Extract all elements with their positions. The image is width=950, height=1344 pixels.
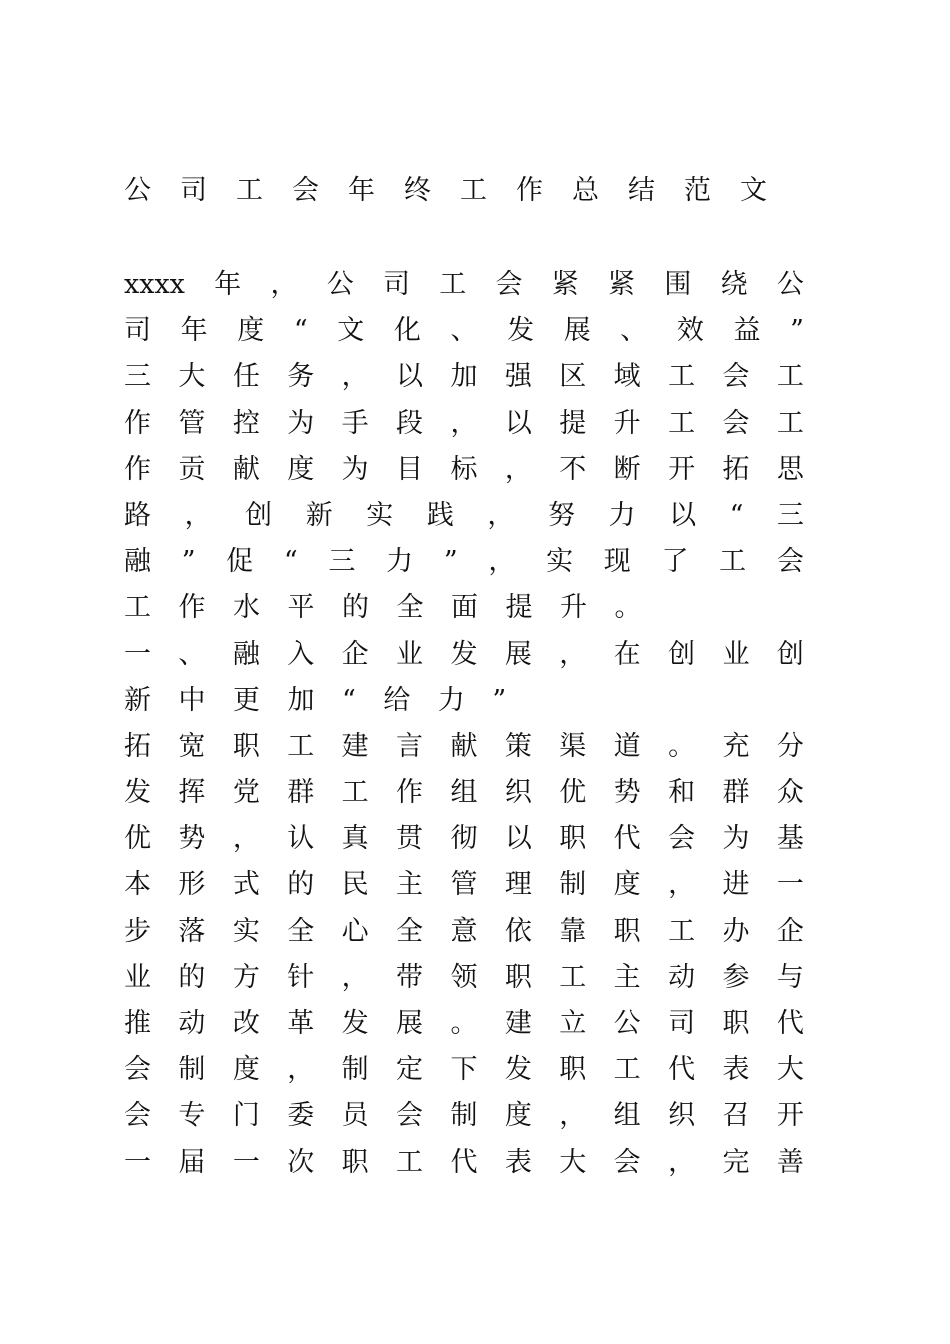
body-char: 度 <box>504 1100 532 1132</box>
body-char: ， <box>668 1146 696 1178</box>
body-char: 会 <box>668 823 696 855</box>
body-char: 展 <box>504 638 532 670</box>
body-char: 路 <box>124 499 151 531</box>
body-char: 发 <box>341 1008 369 1039</box>
body-char: 以 <box>504 407 532 439</box>
body-line <box>124 308 804 354</box>
body-char: 业 <box>124 961 151 993</box>
body-char: 全 <box>396 915 424 947</box>
body-char: ， <box>270 269 298 300</box>
body-char: 表 <box>504 1146 532 1178</box>
body-char: 标 <box>450 453 478 485</box>
body-char: 开 <box>776 1100 804 1132</box>
body-char: 方 <box>232 961 260 993</box>
body-char: 发 <box>450 638 478 670</box>
body-char: 管 <box>178 407 206 439</box>
body-char: 制 <box>178 1054 206 1086</box>
body-char: 平 <box>287 592 315 624</box>
body-char: 群 <box>722 777 750 809</box>
body-char: 真 <box>341 823 369 855</box>
body-line <box>124 955 804 1001</box>
body-char: 业 <box>722 638 750 670</box>
body-char: 贡 <box>178 453 206 485</box>
body-char: 域 <box>613 361 641 393</box>
body-char: 落 <box>178 915 206 947</box>
body-char: 管 <box>450 869 478 901</box>
body-char: 进 <box>722 869 750 901</box>
body-char: 。 <box>450 1008 478 1039</box>
body-char: 司 <box>124 315 151 347</box>
body-char: 会 <box>722 407 750 439</box>
body-char: ， <box>232 823 260 855</box>
body-char: “ <box>293 315 308 347</box>
body-char: 工 <box>124 592 151 624</box>
body-char: 段 <box>396 407 424 439</box>
body-char: 言 <box>396 730 424 762</box>
body-char: 代 <box>668 1054 696 1086</box>
body-char: 拓 <box>722 453 750 485</box>
body-line <box>124 1001 804 1047</box>
body-char: 式 <box>232 869 260 901</box>
body-char: ” <box>492 684 507 716</box>
body-char: 认 <box>287 823 315 855</box>
document-title: 公司工会年终工作总结范文 <box>124 175 796 206</box>
body-char: 工 <box>396 1146 424 1178</box>
body-char: 基 <box>776 823 804 855</box>
body-char: 办 <box>722 915 750 947</box>
body-char: 实 <box>232 915 260 947</box>
body-char: 心 <box>341 915 369 947</box>
body-char: 职 <box>613 915 641 947</box>
body-char: 提 <box>505 592 533 624</box>
body-char: 现 <box>603 546 631 578</box>
body-char: 群 <box>287 777 315 809</box>
body-char: 会 <box>776 546 804 578</box>
body-char: 主 <box>396 869 424 901</box>
body-char: 工 <box>668 361 696 393</box>
body-char: 实 <box>366 499 394 531</box>
body-char: 目 <box>396 453 424 485</box>
body-char: 作 <box>178 592 206 624</box>
body-char: 门 <box>232 1100 260 1132</box>
body-char: 工 <box>776 407 804 439</box>
body-char: 中 <box>178 684 206 716</box>
body-line <box>124 262 804 308</box>
body-line <box>124 1140 804 1186</box>
body-char: ， <box>668 869 696 901</box>
body-line <box>124 354 804 400</box>
body-char: 拓 <box>124 730 151 762</box>
body-char: 为 <box>287 407 315 439</box>
body-char: 充 <box>722 730 750 762</box>
body-line <box>124 585 804 631</box>
body-char: 众 <box>776 777 804 809</box>
body-char: 发 <box>507 315 535 347</box>
body-char: 次 <box>287 1146 315 1178</box>
body-char: ， <box>341 961 369 993</box>
body-char: 带 <box>396 961 424 993</box>
body-char: 代 <box>776 1008 804 1039</box>
body-char: 控 <box>232 407 260 439</box>
body-char: ， <box>504 453 532 485</box>
body-char: 公 <box>613 1008 641 1039</box>
body-char: 年 <box>214 269 242 300</box>
body-char: “ <box>342 684 356 716</box>
body-char: 更 <box>233 684 260 716</box>
body-char: 意 <box>450 915 478 947</box>
body-char: 创 <box>776 638 804 670</box>
body-char: 不 <box>559 453 587 485</box>
body-char: 动 <box>178 1008 206 1039</box>
body-char: 展 <box>563 315 591 347</box>
body-char: 区 <box>559 361 587 393</box>
body-char: 开 <box>668 453 696 485</box>
body-char: 公 <box>776 269 804 300</box>
body-char: 以 <box>504 823 532 855</box>
body-char: 宽 <box>178 730 206 762</box>
body-char: 在 <box>613 638 641 670</box>
body-char: ” <box>790 315 804 347</box>
body-char: 会 <box>722 361 750 393</box>
body-char: 职 <box>504 961 532 993</box>
body-char: 企 <box>776 915 804 947</box>
body-char: 职 <box>559 823 587 855</box>
body-char: 党 <box>232 777 260 809</box>
body-char: 。 <box>614 592 642 624</box>
body-char: 届 <box>178 1146 206 1178</box>
body-char: 会 <box>396 1100 424 1132</box>
body-char: 、 <box>620 315 648 347</box>
body-char: 加 <box>287 684 315 716</box>
body-char: 一 <box>124 638 151 670</box>
body-char: 、 <box>178 638 206 670</box>
body-char: “ <box>283 546 298 578</box>
body-char: 会 <box>124 1054 151 1086</box>
body-char: 紧 <box>608 269 636 300</box>
body-char: 面 <box>451 592 478 624</box>
body-char: 水 <box>233 592 260 624</box>
body-char: 献 <box>450 730 478 762</box>
body-char: 业 <box>396 638 424 670</box>
body-char: 给 <box>383 684 411 716</box>
body-char: 制 <box>450 1100 478 1132</box>
body-char: ， <box>559 638 587 670</box>
body-char: 度 <box>232 1054 260 1086</box>
body-char: 员 <box>341 1100 369 1132</box>
body-char: 手 <box>341 407 369 439</box>
body-char: 织 <box>668 1100 696 1132</box>
body-char: 度 <box>613 869 641 901</box>
body-char: ， <box>487 499 515 531</box>
body-char: 一 <box>776 869 804 901</box>
body-char: 三 <box>124 361 151 393</box>
body-char: 一 <box>232 1146 260 1178</box>
body-char: 以 <box>396 361 424 393</box>
body-char: 挥 <box>178 777 206 809</box>
body-char: ， <box>450 407 478 439</box>
body-char: 司 <box>668 1008 696 1039</box>
body-char: 发 <box>124 777 151 809</box>
body-char: 践 <box>426 499 454 531</box>
body-char: 制 <box>341 1054 369 1086</box>
body-char: 的 <box>287 869 315 901</box>
body-char: 。 <box>668 730 696 762</box>
body-char: 工 <box>668 407 696 439</box>
body-char: 动 <box>668 961 696 993</box>
body-char: 创 <box>668 638 696 670</box>
body-char: 作 <box>124 453 151 485</box>
body-char: 革 <box>287 1008 315 1039</box>
body-char: 升 <box>613 407 641 439</box>
body-char: 入 <box>287 638 315 670</box>
body-line <box>124 816 804 862</box>
body-char: 建 <box>341 730 369 762</box>
body-char: 展 <box>396 1008 424 1039</box>
body-line <box>124 909 804 955</box>
body-char: 贯 <box>396 823 424 855</box>
body-char: 紧 <box>551 269 579 300</box>
body-char: 渠 <box>559 730 587 762</box>
body-line <box>124 539 804 585</box>
body-char: 制 <box>559 869 587 901</box>
body-char: 工 <box>668 915 696 947</box>
body-char: 组 <box>450 777 478 809</box>
body-char: 步 <box>124 915 151 947</box>
body-char: 立 <box>559 1008 587 1039</box>
body-char: 发 <box>504 1054 532 1086</box>
body-char: 召 <box>722 1100 750 1132</box>
body-char: ” <box>443 546 458 578</box>
body-line <box>124 1047 804 1093</box>
body-char: 全 <box>396 592 424 624</box>
body-char: 分 <box>776 730 804 762</box>
body-char: 彻 <box>450 823 478 855</box>
body-char: 织 <box>504 777 532 809</box>
body-char: 新 <box>305 499 333 531</box>
body-char: 表 <box>722 1054 750 1086</box>
body-char: ， <box>341 361 369 393</box>
body-char: 民 <box>341 869 369 901</box>
body-char: 益 <box>733 315 761 347</box>
body-char: 升 <box>560 592 587 624</box>
body-char: 依 <box>504 915 532 947</box>
body-char: 围 <box>664 269 692 300</box>
body-char: ， <box>287 1054 315 1086</box>
body-char: 组 <box>613 1100 641 1132</box>
body-char: 委 <box>287 1100 315 1132</box>
body-char: 创 <box>245 499 273 531</box>
body-char: 企 <box>341 638 369 670</box>
body-char: 思 <box>776 453 804 485</box>
body-char: 代 <box>450 1146 478 1178</box>
body-char: 度 <box>287 453 315 485</box>
body-char: 全 <box>287 915 315 947</box>
body-char: 加 <box>450 361 478 393</box>
body-char: 融 <box>124 546 151 578</box>
body-char: 新 <box>124 684 151 716</box>
body-line <box>124 447 804 493</box>
body-char: 会 <box>613 1146 641 1178</box>
body-char: ， <box>184 499 212 531</box>
body-char: 度 <box>237 315 265 347</box>
body-char: 促 <box>226 546 254 578</box>
body-char: 、 <box>450 315 478 347</box>
body-char: 为 <box>722 823 750 855</box>
body-char: 职 <box>722 1008 750 1039</box>
body-char: 建 <box>504 1008 532 1039</box>
body-char: 工 <box>287 730 315 762</box>
body-char: 年 <box>180 315 208 347</box>
body-char: 提 <box>559 407 587 439</box>
body-char: 定 <box>396 1054 424 1086</box>
body-char: 推 <box>124 1008 151 1039</box>
body-char: “ <box>729 499 744 531</box>
body-char: 本 <box>124 869 151 901</box>
body-char: 绕 <box>720 269 748 300</box>
body-char: 的 <box>178 961 206 993</box>
body-char: 主 <box>613 961 641 993</box>
body-char: 专 <box>178 1100 206 1132</box>
body-char: 以 <box>669 499 697 531</box>
body-char: 理 <box>504 869 532 901</box>
body-char: 工 <box>341 777 369 809</box>
body-char: 献 <box>232 453 260 485</box>
body-char: 努 <box>547 499 575 531</box>
body-line <box>124 770 804 816</box>
body-char: 会 <box>124 1100 151 1132</box>
body-line <box>124 401 804 447</box>
body-char: 工 <box>613 1054 641 1086</box>
body-char: 会 <box>495 269 523 300</box>
body-line <box>124 632 804 678</box>
body-char: 断 <box>613 453 641 485</box>
body-line <box>124 678 804 724</box>
body-char: 作 <box>124 407 151 439</box>
body-char: 针 <box>287 961 315 993</box>
body-char: 与 <box>776 961 804 993</box>
body-char: 司 <box>382 269 410 300</box>
body-char: 大 <box>776 1054 804 1086</box>
body-char: 了 <box>661 546 689 578</box>
body-char: 三 <box>328 546 356 578</box>
body-char: 完 <box>722 1146 750 1178</box>
document-body <box>124 262 804 1186</box>
body-line <box>124 724 804 770</box>
body-line <box>124 1093 804 1139</box>
body-char: 靠 <box>559 915 587 947</box>
body-char: 大 <box>559 1146 587 1178</box>
body-char: 化 <box>393 315 421 347</box>
body-char: 力 <box>608 499 636 531</box>
body-char: 善 <box>776 1146 804 1178</box>
body-char: 公 <box>326 269 354 300</box>
body-char: 融 <box>232 638 260 670</box>
body-char: 势 <box>613 777 641 809</box>
body-line <box>124 862 804 908</box>
body-char: ， <box>559 1100 587 1132</box>
body-char: 代 <box>613 823 641 855</box>
body-char: ” <box>181 546 196 578</box>
body-char: 务 <box>287 361 315 393</box>
body-line <box>124 493 804 539</box>
body-char: 职 <box>341 1146 369 1178</box>
body-char: 下 <box>450 1054 478 1086</box>
body-char: 工 <box>559 961 587 993</box>
body-char: 职 <box>559 1054 587 1086</box>
body-char: 效 <box>676 315 704 347</box>
body-char: 强 <box>504 361 532 393</box>
body-char: 为 <box>341 453 369 485</box>
body-char: 一 <box>124 1146 151 1178</box>
body-char: 文 <box>337 315 365 347</box>
body-char: 的 <box>342 592 369 624</box>
body-char: 参 <box>722 961 750 993</box>
body-char: 工 <box>439 269 467 300</box>
body-char: xxxx <box>124 269 185 300</box>
body-char: 优 <box>559 777 587 809</box>
body-char: 三 <box>777 499 804 531</box>
body-char: 和 <box>668 777 696 809</box>
body-char: 形 <box>178 869 206 901</box>
body-char: ， <box>488 546 516 578</box>
body-char: 作 <box>396 777 424 809</box>
body-char: 势 <box>178 823 206 855</box>
body-char: 力 <box>437 684 465 716</box>
body-char: 任 <box>232 361 260 393</box>
body-char: 道 <box>613 730 641 762</box>
body-char: 优 <box>124 823 151 855</box>
body-char: 工 <box>776 361 804 393</box>
body-char: 工 <box>719 546 747 578</box>
body-char: 策 <box>504 730 532 762</box>
body-char: 实 <box>546 546 574 578</box>
body-char: 力 <box>386 546 414 578</box>
body-char: 改 <box>232 1008 260 1039</box>
body-char: 职 <box>232 730 260 762</box>
body-char: 领 <box>450 961 478 993</box>
body-char: 大 <box>178 361 206 393</box>
